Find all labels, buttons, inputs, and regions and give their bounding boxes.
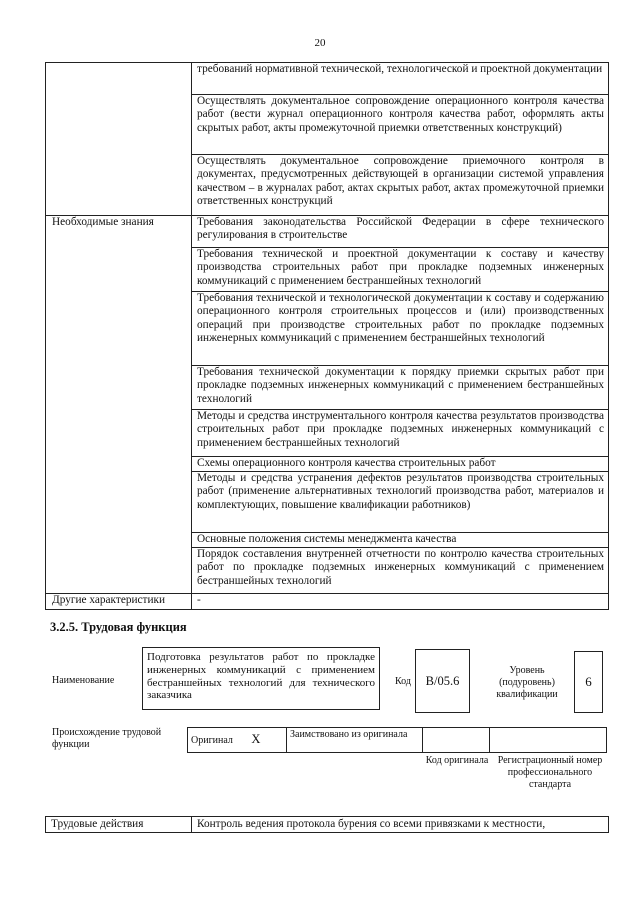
table-cell: Контроль ведения протокола бурения со всеми привязками к местности, [192, 817, 609, 833]
reg-number-cell [490, 728, 607, 753]
original-mark: X [251, 732, 261, 746]
origin-table [187, 727, 607, 753]
knowledge-table [45, 62, 609, 610]
actions-table [45, 816, 609, 833]
table-cell: Осуществлять документальное сопровождение приемочного контроля в документах, предусмотренных действующей в организации системой управления качеством – в журналах работ, актах скрытых работ, актах промежуточной приемки ответственных конструкций [192, 155, 609, 216]
table-cell: Требования технической и технологической документации к составу и содержанию операционного контроля строительных процессов и (или) производственных операций при производстве строительных работ по прокладке подземных инженерных коммуникаций с применением бестраншейных технологий [192, 292, 609, 366]
table-cell: Методы и средства устранения дефектов результатов производства строительных работ (применение альтернативных технологий производства работ, материалов и комплектующих, повышение квалификации работников) [192, 472, 609, 533]
level-label: Уровень (подуровень) квалификации [496, 665, 558, 700]
function-name-box: Подготовка результатов работ по прокладке инженерных коммуникаций с применением бестраншейных технологий для технического заказчика [142, 647, 380, 710]
page-number: 20 [314, 37, 326, 49]
empty-label-cell [46, 63, 192, 216]
knowledge-label: Необходимые знания [46, 216, 192, 594]
name-label: Наименование [52, 675, 115, 686]
table-cell: требований нормативной технической, технологической и проектной документации [192, 63, 609, 95]
code-caption: Код оригинала [425, 755, 489, 766]
table-cell: Схемы операционного контроля качества строительных работ [192, 457, 609, 472]
table-cell: Требования технической и проектной документации к составу и качеству производства строительных работ при прокладке подземных инженерных коммуникаций с применением бестраншейных технологий [192, 248, 609, 292]
table-cell: Порядок составления внутренней отчетности по контролю качества строительных работ по прокладке подземных инженерных коммуникаций с применением бестраншейных технологий [192, 548, 609, 594]
origin-label: Происхождение трудовой функции [52, 727, 162, 750]
code-label: Код [395, 676, 411, 687]
table-row [46, 63, 609, 95]
reg-caption: Регистрационный номер профессионального стандарта [497, 755, 603, 790]
table-cell: Основные положения системы менеджмента качества [192, 533, 609, 548]
table-row [46, 817, 609, 833]
table-row [46, 594, 609, 610]
actions-label: Трудовые действия [46, 817, 192, 833]
other-value: - [192, 594, 609, 610]
table-cell: Осуществлять документальное сопровождение операционного контроля качества работ (вести журнал операционного контроля качества работ, оформлять акты скрытых работ, акты промежуточной приемки ответственных конструкций) [192, 95, 609, 155]
borrowed-label: Заимствовано из оригинала [287, 728, 423, 753]
table-row [46, 216, 609, 248]
level-box: 6 [574, 651, 603, 713]
table-cell: Требования законодательства Российской Федерации в сфере технического регулирования в строительстве [192, 216, 609, 248]
section-title: 3.2.5. Трудовая функция [50, 620, 187, 634]
other-label: Другие характеристики [46, 594, 192, 610]
original-label: Оригинал [191, 735, 233, 746]
original-code-cell [423, 728, 490, 753]
table-cell: Требования технической документации к порядку приемки скрытых работ при прокладке подземных инженерных коммуникаций с применением бестраншейных технологий [192, 366, 609, 410]
table-row [188, 728, 607, 753]
table-cell: Методы и средства инструментального контроля качества результатов производства строительных работ при прокладке подземных инженерных коммуникаций с применением бестраншейных технологий [192, 410, 609, 457]
original-cell [188, 728, 287, 753]
code-box: B/05.6 [415, 649, 470, 713]
